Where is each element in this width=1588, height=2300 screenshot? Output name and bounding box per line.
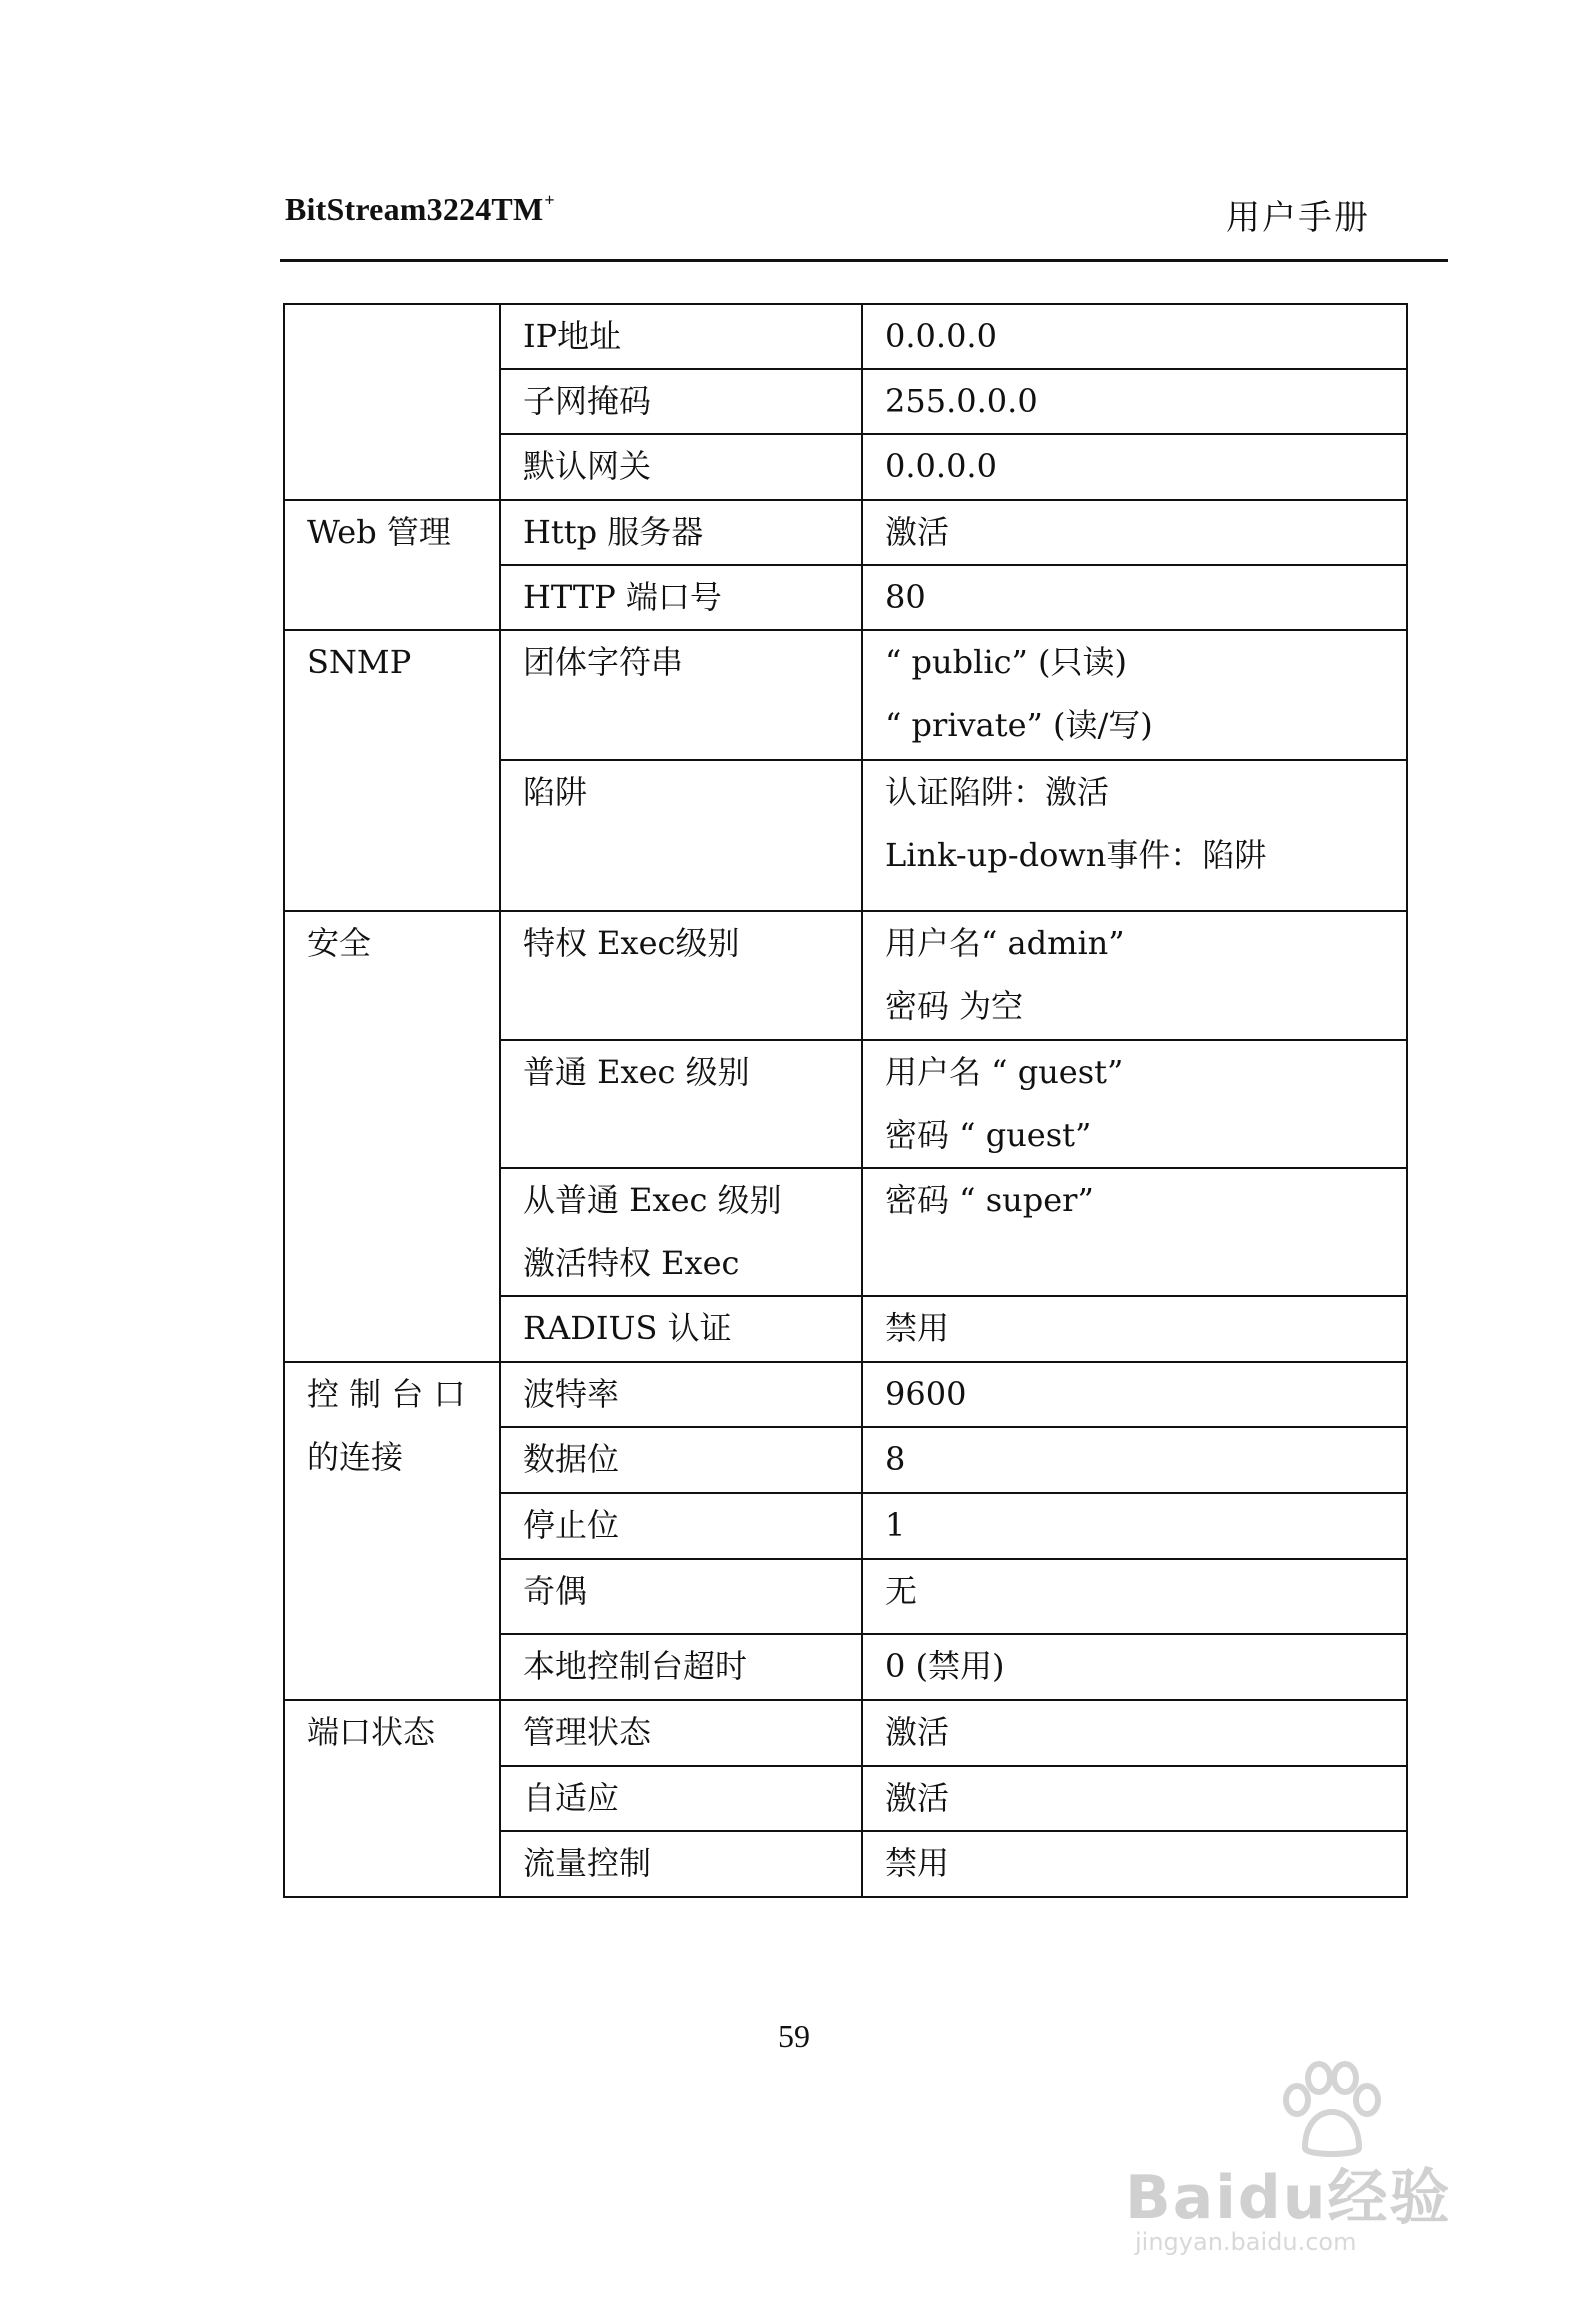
product-superscript: +	[544, 190, 555, 210]
value-cell: 用户名 “ guest” 密码 “ guest”	[862, 1040, 1407, 1168]
watermark-url: jingyan.baidu.com	[1135, 2228, 1357, 2256]
value-cell: 认证陷阱：激活 Link-up-down事件：陷阱	[862, 760, 1407, 911]
value-cell: 9600	[862, 1362, 1407, 1427]
item-cell: HTTP 端口号	[500, 565, 862, 630]
value-cell: 0 (禁用)	[862, 1634, 1407, 1700]
value-cell: 0.0.0.0	[862, 304, 1407, 369]
value-cell: 禁用	[862, 1831, 1407, 1897]
item-cell: 默认网关	[500, 434, 862, 500]
header-divider	[280, 259, 1448, 262]
value-cell: 8	[862, 1427, 1407, 1493]
item-cell: 奇偶	[500, 1559, 862, 1634]
value-cell: 1	[862, 1493, 1407, 1559]
default-settings-table	[283, 303, 1408, 1898]
item-cell: 自适应	[500, 1766, 862, 1831]
item-cell: 子网掩码	[500, 369, 862, 434]
group-cell-ip	[284, 304, 500, 500]
value-cell: 无	[862, 1559, 1407, 1634]
item-cell: 管理状态	[500, 1700, 862, 1766]
group-cell-web: Web 管理	[284, 500, 500, 630]
item-cell: 从普通 Exec 级别 激活特权 Exec	[500, 1168, 862, 1296]
value-cell: 255.0.0.0	[862, 369, 1407, 434]
value-cell: 80	[862, 565, 1407, 630]
value-cell: 0.0.0.0	[862, 434, 1407, 500]
table-row	[284, 911, 1407, 1040]
baidu-watermark	[1125, 2060, 1505, 2260]
value-cell: 密码 “ super”	[862, 1168, 1407, 1296]
item-cell: RADIUS 认证	[500, 1296, 862, 1362]
product-name: BitStream3224TM	[285, 191, 544, 227]
value-cell: 激活	[862, 1700, 1407, 1766]
item-cell: 数据位	[500, 1427, 862, 1493]
item-cell: IP地址	[500, 304, 862, 369]
group-cell-port-status: 端口状态	[284, 1700, 500, 1897]
value-cell: 激活	[862, 500, 1407, 565]
value-cell: 激活	[862, 1766, 1407, 1831]
table-row	[284, 630, 1407, 760]
item-cell: 流量控制	[500, 1831, 862, 1897]
item-cell: 停止位	[500, 1493, 862, 1559]
value-cell: “ public” (只读) “ private” (读/写)	[862, 630, 1407, 760]
value-cell: 禁用	[862, 1296, 1407, 1362]
item-cell: 波特率	[500, 1362, 862, 1427]
watermark-logo: Baidu经验	[1125, 2163, 1452, 2233]
item-cell: 特权 Exec级别	[500, 911, 862, 1040]
paw-logo-icon	[1275, 2060, 1385, 2160]
table-row	[284, 1362, 1407, 1427]
header-manual-label: 用户手册	[1226, 198, 1370, 238]
item-cell: Http 服务器	[500, 500, 862, 565]
value-cell: 用户名“ admin” 密码 为空	[862, 911, 1407, 1040]
page-number: 59	[778, 2018, 810, 2054]
group-cell-console: 控 制 台 口 的连接	[284, 1362, 500, 1700]
group-cell-snmp: SNMP	[284, 630, 500, 911]
item-cell: 普通 Exec 级别	[500, 1040, 862, 1168]
header-product-title	[285, 190, 555, 228]
item-cell: 团体字符串	[500, 630, 862, 760]
table-row	[284, 304, 1407, 369]
table-row	[284, 500, 1407, 565]
item-cell: 本地控制台超时	[500, 1634, 862, 1700]
table-row	[284, 1700, 1407, 1766]
item-cell: 陷阱	[500, 760, 862, 911]
group-cell-security: 安全	[284, 911, 500, 1362]
